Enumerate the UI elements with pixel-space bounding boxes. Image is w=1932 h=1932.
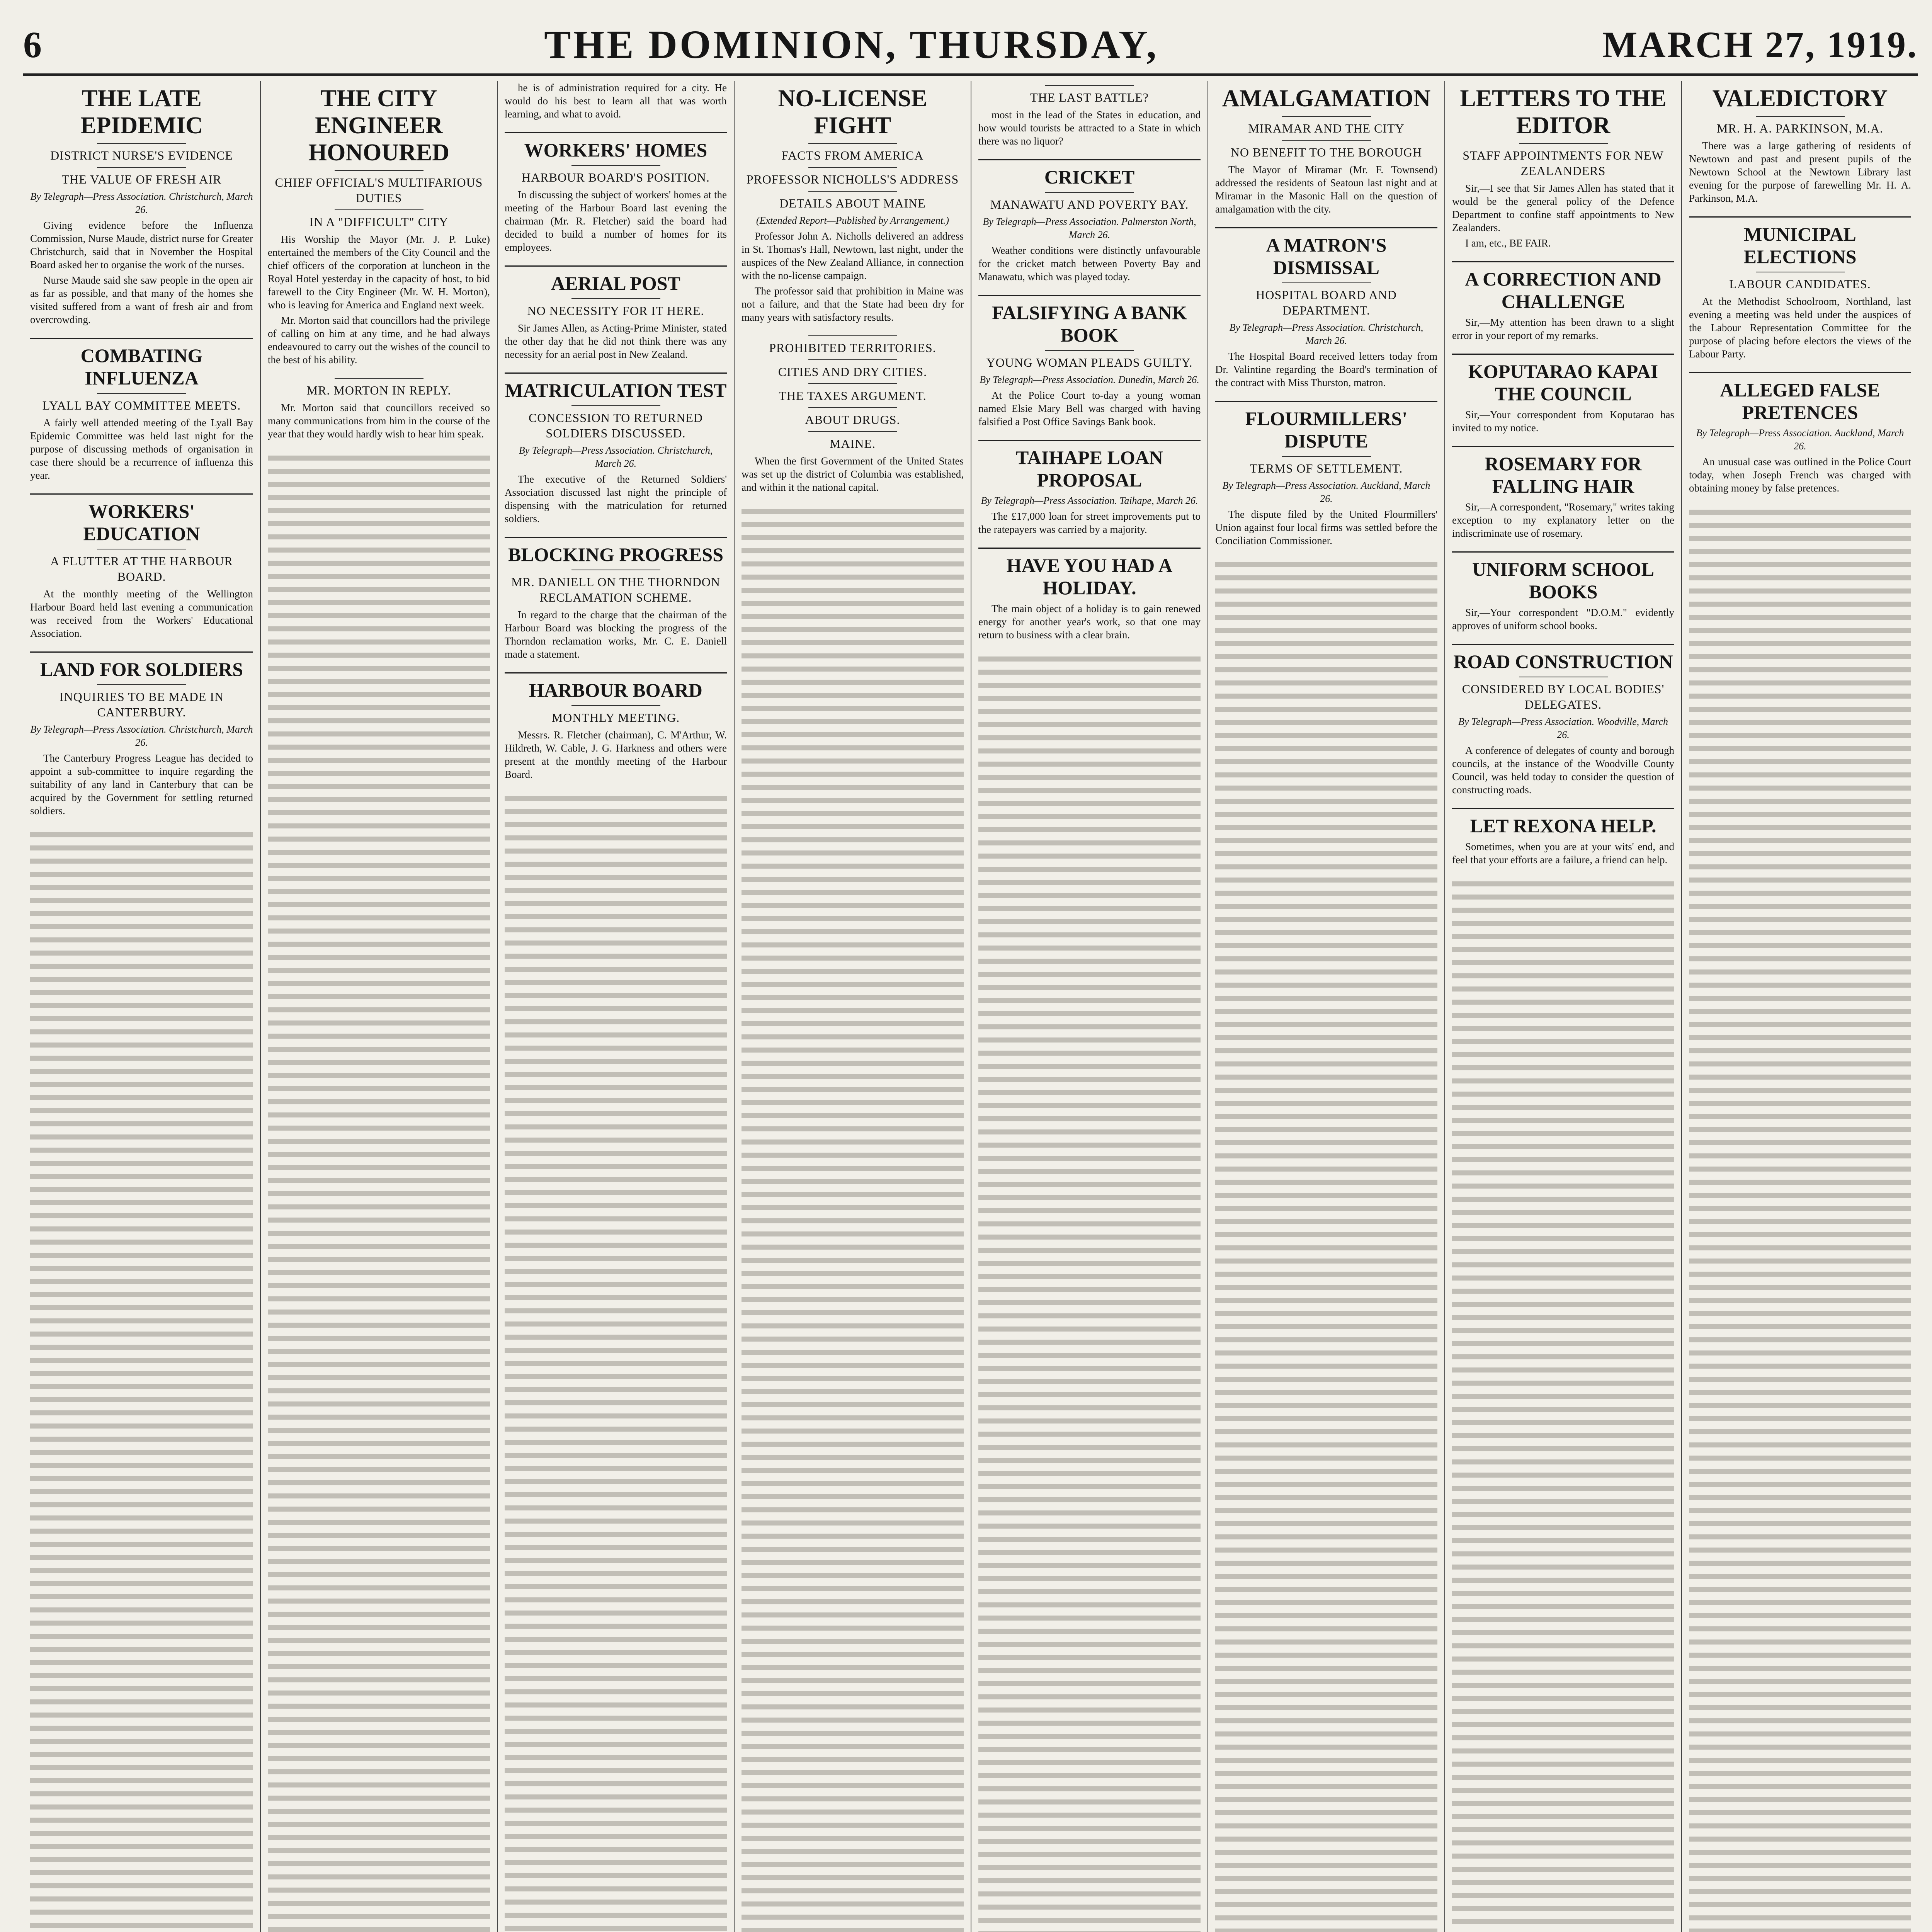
headline: A CORRECTION AND CHALLENGE xyxy=(1465,268,1662,312)
article-divider xyxy=(978,159,1201,160)
article xyxy=(978,85,1201,148)
headline: TAIHAPE LOAN PROPOSAL xyxy=(1015,447,1163,491)
paragraph: The professor said that prohibition in Maine was not a failure, and that the State had been dry for many years with satisfactory results. xyxy=(742,285,964,323)
paragraph: The dispute filed by the United Flourmillers' Union against four local firms was settled before the Conciliation Commissioner. xyxy=(1215,509,1437,546)
byline: By Telegraph—Press Association. Auckland, March 26. xyxy=(1222,480,1430,504)
article xyxy=(1689,372,1911,495)
article-body xyxy=(30,752,253,817)
article-divider xyxy=(978,548,1201,549)
subheadline: MAINE. xyxy=(830,437,876,451)
article xyxy=(1452,808,1674,866)
article-body xyxy=(1452,182,1674,250)
subheadline: MIRAMAR AND THE CITY xyxy=(1248,121,1405,135)
article-body xyxy=(505,81,727,121)
subhead-divider xyxy=(1045,350,1134,351)
headline: THE CITY ENGINEER HONOURED xyxy=(308,85,450,166)
article-divider xyxy=(505,537,727,538)
subheadline: YOUNG WOMAN PLEADS GUILTY. xyxy=(986,355,1193,369)
subheadline: MANAWATU AND POVERTY BAY. xyxy=(990,197,1189,211)
byline: By Telegraph—Press Association. Christchurch, March 26. xyxy=(30,191,253,215)
article-body xyxy=(505,608,727,661)
article-divider xyxy=(505,132,727,133)
subheadline: PROFESSOR NICHOLLS'S ADDRESS xyxy=(746,172,959,186)
article-divider xyxy=(1215,401,1437,402)
subheadline: ABOUT DRUGS. xyxy=(805,413,900,427)
article xyxy=(30,493,253,640)
article-body xyxy=(1452,500,1674,540)
article xyxy=(268,85,490,366)
article xyxy=(978,440,1201,536)
paragraph: Professor John A. Nicholls delivered an address in St. Thomas's Hall, Newtown, last night, under the auspices of the New Zealand Alliance, in connection with the no-license campaign. xyxy=(742,230,964,281)
article xyxy=(1215,401,1437,547)
byline: By Telegraph—Press Association. Christchurch, March 26. xyxy=(30,724,253,748)
subhead-divider xyxy=(335,209,423,210)
paragraph: The main object of a holiday is to gain renewed energy for another year's work, so that one may return to business with a clear brain. xyxy=(978,603,1201,641)
paragraph: Sometimes, when you are at your wits' end, and feel that your efforts are a failure, a friend can help. xyxy=(1452,841,1674,866)
article xyxy=(505,672,727,781)
paragraph: Nurse Maude said she saw people in the open air as far as possible, and that many of the homes she visited suffered from a want of fresh air and from overcrowding. xyxy=(30,274,253,325)
subhead-divider xyxy=(97,393,186,394)
paper-title: THE DOMINION, THURSDAY, xyxy=(544,22,1159,67)
body-text-lines xyxy=(505,793,727,1932)
article-body xyxy=(1689,295,1911,361)
article-body xyxy=(505,321,727,361)
headline: WORKERS' EDUCATION xyxy=(83,500,200,544)
subhead-divider xyxy=(97,167,186,168)
paragraph: Sir,—Your correspondent from Koputarao has invited to my notice. xyxy=(1452,409,1674,434)
column-6 xyxy=(1208,81,1444,1932)
paragraph: At the Police Court to-day a young woman named Elsie Mary Bell was charged with having falsified a Post Office Savings Bank book. xyxy=(978,389,1201,427)
paragraph: Weather conditions were distinctly unfavourable for the cricket match between Poverty Bay and Manawatu, which was played today. xyxy=(978,245,1201,282)
article xyxy=(1215,227,1437,389)
headline: LETTERS TO THE EDITOR xyxy=(1460,85,1667,139)
byline: By Telegraph—Press Association. Christchurch, March 26. xyxy=(1229,322,1423,346)
article-divider xyxy=(1452,644,1674,645)
subhead-divider xyxy=(1045,85,1134,86)
article-body xyxy=(1452,316,1674,342)
subheadline: CITIES AND DRY CITIES. xyxy=(778,365,927,379)
article xyxy=(505,265,727,361)
article xyxy=(1452,551,1674,632)
article-body xyxy=(1215,163,1437,216)
article xyxy=(1452,644,1674,796)
headline: UNIFORM SCHOOL BOOKS xyxy=(1472,558,1654,602)
article-divider xyxy=(30,493,253,495)
article-body xyxy=(1689,139,1911,205)
column-1 xyxy=(23,81,260,1932)
article-divider xyxy=(1689,372,1911,373)
article xyxy=(505,372,727,525)
article-divider xyxy=(1452,354,1674,355)
paragraph: In regard to the charge that the chairman of the Harbour Board was blocking the progress of the Thorndon reclamation works, Mr. C. E. Daniell made a statement. xyxy=(505,609,727,660)
subhead-divider xyxy=(808,191,897,192)
subhead-divider xyxy=(808,431,897,432)
article-body xyxy=(1215,350,1437,389)
subheadline: TERMS OF SETTLEMENT. xyxy=(1250,461,1403,475)
article-divider xyxy=(978,440,1201,441)
article xyxy=(1215,85,1437,216)
body-text-lines xyxy=(1689,506,1911,1932)
article xyxy=(742,85,964,324)
headline: KOPUTARAO KAPAI THE COUNCIL xyxy=(1468,361,1658,405)
subhead-divider xyxy=(808,407,897,408)
issue-date: MARCH 27, 1919. xyxy=(1602,24,1918,65)
article-divider xyxy=(505,372,727,374)
article-body xyxy=(505,188,727,254)
subhead-divider xyxy=(808,335,897,336)
masthead xyxy=(23,15,1918,76)
headline: BLOCKING PROGRESS xyxy=(508,544,724,565)
body-text-lines xyxy=(978,653,1201,1932)
paragraph: At the Methodist Schoolroom, Northland, last evening a meeting was held under the auspices of the Labour Representation Committee for the purpose of placing before electors the views of the Labour Party. xyxy=(1689,296,1911,360)
paragraph: When the first Government of the United States was set up the district of Columbia was established, and within it the national capital. xyxy=(742,455,964,493)
subhead-divider xyxy=(571,705,660,706)
byline: By Telegraph—Press Association. Palmerston North, March 26. xyxy=(983,216,1196,240)
column-8 xyxy=(1681,81,1918,1932)
headline: MUNICIPAL ELECTIONS xyxy=(1743,223,1857,267)
article xyxy=(1689,216,1911,361)
body-text-lines xyxy=(1452,878,1674,1932)
article-body xyxy=(978,244,1201,283)
article-divider xyxy=(1452,446,1674,447)
column-4 xyxy=(734,81,971,1932)
article xyxy=(978,295,1201,428)
byline: By Telegraph—Press Association. Auckland, March 26. xyxy=(1696,427,1904,452)
subhead-divider xyxy=(1282,282,1371,283)
paragraph: A fairly well attended meeting of the Lyall Bay Epidemic Committee was held last night for the purpose of discussing methods of organisation in case there should be a recurrence of influenza this year. xyxy=(30,417,253,481)
article xyxy=(505,132,727,254)
subhead-divider xyxy=(1756,116,1845,117)
article xyxy=(505,81,727,121)
article xyxy=(1689,85,1911,205)
paragraph: The £17,000 loan for street improvements put to the ratepayers was carried by a majority. xyxy=(978,510,1201,535)
article-body xyxy=(1215,508,1437,547)
paragraph: The executive of the Returned Soldiers' Association discussed last night the principle of dispensing with the matriculation for returned soldiers. xyxy=(505,473,727,524)
subheadline: DETAILS ABOUT MAINE xyxy=(779,196,926,210)
byline: By Telegraph—Press Association. Woodville, March 26. xyxy=(1458,716,1668,740)
paragraph: Mr. Morton said that councillors received so many communications from him in the course of the year that they would hardly wish to hear him speak. xyxy=(268,402,490,440)
subhead-divider xyxy=(571,405,660,406)
headline: AMALGAMATION xyxy=(1222,85,1431,112)
subhead-divider xyxy=(335,170,423,171)
subhead-divider xyxy=(1282,140,1371,141)
subheadline: CONSIDERED BY LOCAL BODIES' DELEGATES. xyxy=(1462,682,1665,711)
subheadline: HARBOUR BOARD'S POSITION. xyxy=(522,170,710,184)
article xyxy=(268,378,490,440)
paragraph: His Worship the Mayor (Mr. J. P. Luke) entertained the members of the City Council and the chief officers of the corporation at luncheon in the Royal Hotel yesterday in the capacity of host, to bid farewell to the City Engineer (Mr. W. H. Morton), who is leaving for America and England next week. xyxy=(268,233,490,311)
article-divider xyxy=(30,651,253,653)
article-divider xyxy=(1452,261,1674,262)
subhead-divider xyxy=(571,298,660,299)
body-text-lines xyxy=(742,505,964,1932)
headline: ALLEGED FALSE PRETENCES xyxy=(1720,379,1880,423)
article-body xyxy=(30,587,253,640)
headline: HARBOUR BOARD xyxy=(529,679,702,701)
byline: By Telegraph—Press Association. Dunedin, March 26. xyxy=(980,374,1199,385)
subheadline: FACTS FROM AMERICA xyxy=(781,148,924,162)
article xyxy=(978,548,1201,641)
headline: LAND FOR SOLDIERS xyxy=(40,658,243,680)
paragraph: The Mayor of Miramar (Mr. F. Townsend) addressed the residents of Seatoun last night and at Miramar in the Masonic Hall on the question of amalgamation with the city. xyxy=(1215,164,1437,215)
paragraph: Mr. Morton said that councillors had the privilege of calling on him at any time, and he had always endeavoured to carry out the wishes of the council to the best of his ability. xyxy=(268,315,490,366)
byline: By Telegraph—Press Association. Christchurch, March 26. xyxy=(519,445,713,469)
article-body xyxy=(1452,408,1674,434)
article-body xyxy=(1452,744,1674,796)
subhead-divider xyxy=(1282,116,1371,117)
article xyxy=(505,537,727,661)
article-divider xyxy=(505,265,727,267)
headline: WORKERS' HOMES xyxy=(524,139,707,161)
paragraph: The Canterbury Progress League has decided to appoint a sub-committee to inquire regarding the suitability of any land in Canterbury that can be acquired by the Government for settling returned soldiers. xyxy=(30,752,253,816)
body-text-lines xyxy=(30,829,253,1932)
subheadline: MR. DANIELL ON THE THORNDON RECLAMATION SCHEME. xyxy=(511,575,721,604)
subheadline: STAFF APPOINTMENTS FOR NEW ZEALANDERS xyxy=(1463,148,1664,178)
headline: THE LATE EPIDEMIC xyxy=(80,85,203,139)
article-divider xyxy=(1689,216,1911,218)
columns xyxy=(23,81,1918,1932)
article-body xyxy=(978,389,1201,428)
byline: (Extended Report—Published by Arrangement.) xyxy=(756,215,949,226)
headline: A MATRON'S DISMISSAL xyxy=(1266,234,1387,278)
article-body xyxy=(505,473,727,525)
body-text-lines xyxy=(268,452,490,1932)
headline: FLOURMILLERS' DISPUTE xyxy=(1245,408,1408,452)
article xyxy=(1452,446,1674,540)
paragraph: A conference of delegates of county and borough councils, at the instance of the Woodville County Council, was held today to consider the question of constructing roads. xyxy=(1452,745,1674,796)
subheadline: THE VALUE OF FRESH AIR xyxy=(61,172,222,186)
paragraph: At the monthly meeting of the Wellington Harbour Board held last evening a communication was received from the Workers' Educational Association. xyxy=(30,588,253,639)
paragraph: Sir,—I see that Sir James Allen has stated that it would be the general policy of the Defence Department to confine staff appointments to New Zealanders. xyxy=(1452,182,1674,233)
headline: ROAD CONSTRUCTION xyxy=(1453,651,1673,672)
subheadline: CHIEF OFFICIAL'S MULTIFARIOUS DUTIES xyxy=(275,175,483,205)
paragraph: There was a large gathering of residents of Newtown and past and present pupils of the Newtown School at the Newtown Library last evening for the purpose of farewelling Mr. H. A. Parkinson, M.A. xyxy=(1689,140,1911,204)
subheadline: THE LAST BATTLE? xyxy=(1030,90,1149,104)
article-body xyxy=(742,230,964,324)
subhead-divider xyxy=(335,378,423,379)
paragraph: Sir James Allen, as Acting-Prime Minister, stated the other day that he did not think there was any necessity for an aerial post in New Zealand. xyxy=(505,322,727,360)
paragraph: In discussing the subject of workers' homes at the meeting of the Harbour Board last evening the chairman (Mr. R. Fletcher) said the board had decided to build a number of homes for its employees. xyxy=(505,189,727,253)
subhead-divider xyxy=(1045,192,1134,193)
subhead-divider xyxy=(808,359,897,360)
article-body xyxy=(268,401,490,440)
paragraph: Sir,—A correspondent, "Rosemary," writes taking exception to my explanatory letter on the indiscriminate use of rosemary. xyxy=(1452,501,1674,539)
article-body xyxy=(742,454,964,494)
paragraph: Sir,—Your correspondent "D.O.M." evidently approves of uniform school books. xyxy=(1452,607,1674,631)
article-body xyxy=(505,728,727,781)
subhead-divider xyxy=(97,143,186,144)
article xyxy=(30,651,253,817)
subheadline: MONTHLY MEETING. xyxy=(551,711,680,724)
article xyxy=(1452,261,1674,342)
subhead-divider xyxy=(1519,143,1608,144)
column-7 xyxy=(1444,81,1681,1932)
article-body xyxy=(978,108,1201,148)
headline: VALEDICTORY xyxy=(1712,85,1888,112)
paragraph: I am, etc., BE FAIR. xyxy=(1465,237,1551,249)
column-5 xyxy=(971,81,1208,1932)
subheadline: LYALL BAY COMMITTEE MEETS. xyxy=(42,398,241,412)
article-divider xyxy=(1452,551,1674,553)
article-divider xyxy=(505,672,727,673)
headline: LET REXONA HELP. xyxy=(1470,815,1656,837)
paragraph: most in the lead of the States in education, and how would tourists be attracted to a State in which there was no liquor? xyxy=(978,109,1201,147)
article-body xyxy=(978,510,1201,536)
paragraph: he is of administration required for a city. He would do his best to learn all that was worth learning, and what to avoid. xyxy=(505,82,727,120)
article-body xyxy=(30,219,253,326)
paragraph: Messrs. R. Fletcher (chairman), C. M'Arthur, W. Hildreth, W. Cable, J. G. Harkness and others were present at the monthly meeting of the Harbour Board. xyxy=(505,729,727,780)
article-divider xyxy=(30,338,253,339)
subheadline: MR. MORTON IN REPLY. xyxy=(306,383,451,397)
subheadline: NO BENEFIT TO THE BOROUGH xyxy=(1230,145,1422,159)
column-2 xyxy=(260,81,497,1932)
article-divider xyxy=(978,295,1201,296)
headline: COMBATING INFLUENZA xyxy=(80,345,203,389)
article-body xyxy=(1452,840,1674,866)
article-body xyxy=(1689,455,1911,495)
byline: By Telegraph—Press Association. Taihape, March 26. xyxy=(981,495,1198,506)
body-text-lines xyxy=(1215,559,1437,1932)
article-body xyxy=(268,233,490,366)
subheadline: PROHIBITED TERRITORIES. xyxy=(769,341,936,355)
page-number: 6 xyxy=(23,24,42,65)
article-body xyxy=(1452,606,1674,632)
article xyxy=(30,338,253,482)
subheadline: INQUIRIES TO BE MADE IN CANTERBURY. xyxy=(59,690,224,719)
paragraph: An unusual case was outlined in the Police Court today, when Joseph French was charged with obtaining money by false pretences. xyxy=(1689,456,1911,494)
subhead-divider xyxy=(808,167,897,168)
article xyxy=(742,335,964,494)
article xyxy=(1452,85,1674,250)
subheadline: DISTRICT NURSE'S EVIDENCE xyxy=(50,148,233,162)
subheadline: NO NECESSITY FOR IT HERE. xyxy=(527,304,704,318)
subhead-divider xyxy=(808,143,897,144)
headline: NO-LICENSE FIGHT xyxy=(778,85,927,139)
subheadline: A FLUTTER AT THE HARBOUR BOARD. xyxy=(50,554,233,583)
paragraph: Sir,—My attention has been drawn to a slight error in your report of my remarks. xyxy=(1452,316,1674,341)
headline: FALSIFYING A BANK BOOK xyxy=(992,302,1187,346)
headline: ROSEMARY FOR FALLING HAIR xyxy=(1485,453,1642,497)
article-body xyxy=(30,416,253,482)
article-divider xyxy=(1215,227,1437,228)
article xyxy=(978,159,1201,283)
subhead-divider xyxy=(571,165,660,166)
subheadline: CONCESSION TO RETURNED SOLDIERS DISCUSSED. xyxy=(528,411,703,440)
article-divider xyxy=(1452,808,1674,809)
column-3 xyxy=(497,81,734,1932)
headline: CRICKET xyxy=(1044,166,1135,188)
headline: AERIAL POST xyxy=(551,272,680,294)
subhead-divider xyxy=(97,684,186,685)
article xyxy=(30,85,253,326)
headline: HAVE YOU HAD A HOLIDAY. xyxy=(1006,554,1173,599)
headline: MATRICULATION TEST xyxy=(505,379,727,401)
subheadline: MR. H. A. PARKINSON, M.A. xyxy=(1716,121,1883,135)
article-body xyxy=(978,602,1201,641)
paragraph: Giving evidence before the Influenza Commission, Nurse Maude, district nurse for Greater Christchurch, said that in November the Hospital Board asked her to organise the work of the nurses. xyxy=(30,219,253,270)
subheadline: THE TAXES ARGUMENT. xyxy=(779,389,927,403)
subhead-divider xyxy=(1282,456,1371,457)
subhead-divider xyxy=(808,383,897,384)
paragraph: The Hospital Board received letters today from Dr. Valintine regarding the Board's termination of the contract with Miss Thurston, matron. xyxy=(1215,350,1437,388)
subheadline: LABOUR CANDIDATES. xyxy=(1729,277,1871,291)
subheadline: HOSPITAL BOARD AND DEPARTMENT. xyxy=(1256,288,1397,317)
article xyxy=(1452,354,1674,434)
subheadline: IN A "DIFFICULT" CITY xyxy=(309,215,449,229)
